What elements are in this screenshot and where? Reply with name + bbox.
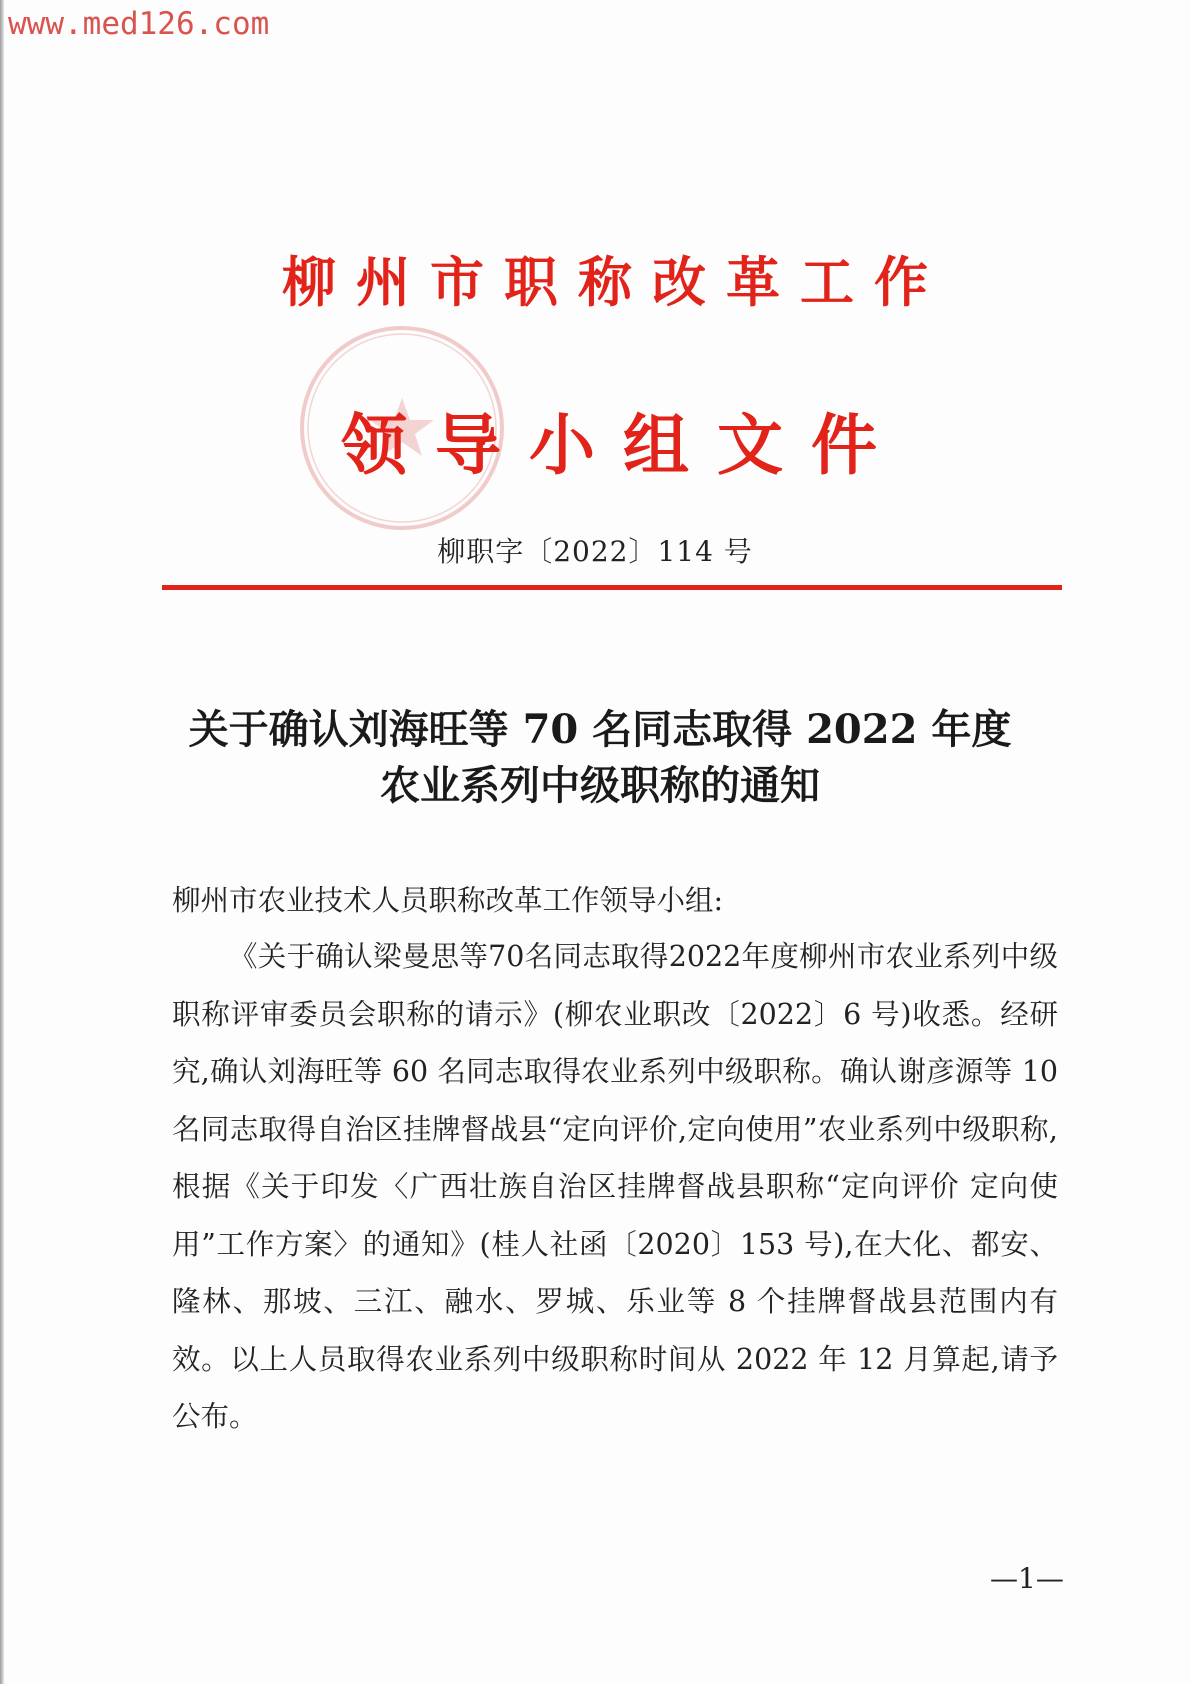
notice-title-line-2: 农业系列中级职称的通知 (380, 762, 820, 809)
body-paragraph: 《关于确认梁曼思等70名同志取得2022年度柳州市农业系列中级职称评审委员会职称的请示》(柳农业职改〔2022〕6 号)收悉。经研究,确认刘海旺等 60 名同志取得农业系列中级职称。确认谢彦源等 10 名同志取得自治区挂牌督战县“定向评价,定向使用”农业系列中级职称,根据《关于印发〈广西壮族自治区挂牌督战县职称“定向评价 定向使用”工作方案〉的通知》(桂人社函〔2020〕153 号),在大化、都安、隆林、那坡、三江、融水、罗城、乐业等 8 个挂牌督战县范围内有效。以上人员取得农业系列中级职称时间从 2022 年 12 月算起,请予公布。 (172, 940, 1058, 1433)
page-number: —1— (990, 1562, 1064, 1595)
document-number: 柳职字〔2022〕114 号 (437, 535, 753, 568)
notice-title-line-1: 关于确认刘海旺等 70 名同志取得 2022 年度 (188, 706, 1012, 753)
masthead-line-1: 柳州市职称改革工作 (282, 250, 948, 314)
watermark-url: www.med126.com (8, 6, 270, 42)
masthead-line-2: 领导小组文件 (341, 406, 905, 484)
salutation: 柳州市农业技术人员职称改革工作领导小组: (172, 884, 724, 917)
red-divider-line (162, 585, 1062, 590)
